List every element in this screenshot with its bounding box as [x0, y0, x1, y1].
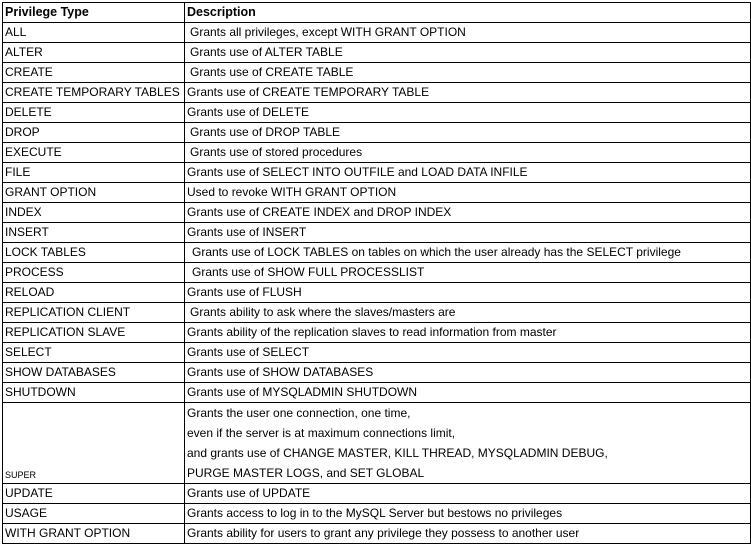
description-cell: Grants use of DELETE	[185, 103, 751, 123]
description-line: even if the server is at maximum connections limit,	[187, 426, 456, 440]
description-line: PURGE MASTER LOGS, and SET GLOBAL	[187, 466, 425, 480]
privilege-type-cell: CREATE TEMPORARY TABLES	[3, 83, 185, 103]
description-cell: Grants use of CREATE INDEX and DROP INDEX	[185, 203, 751, 223]
description-cell: Grants use of CREATE TEMPORARY TABLE	[185, 83, 751, 103]
privilege-type-cell: SELECT	[3, 343, 185, 363]
description-cell: Grants ability to ask where the slaves/masters are	[185, 303, 751, 323]
table-row	[3, 484, 751, 504]
table-row	[3, 163, 751, 183]
privilege-type-cell: SHUTDOWN	[3, 383, 185, 403]
privilege-type-cell: WITH GRANT OPTION	[3, 524, 185, 544]
privilege-type-cell: DELETE	[3, 103, 185, 123]
table-row	[3, 403, 751, 484]
privilege-type-cell: EXECUTE	[3, 143, 185, 163]
privilege-type-cell: USAGE	[3, 504, 185, 524]
description-cell: Grants use of CREATE TABLE	[185, 63, 751, 83]
table-row	[3, 524, 751, 544]
table-row	[3, 263, 751, 283]
table-row	[3, 83, 751, 103]
description-cell: Used to revoke WITH GRANT OPTION	[185, 183, 751, 203]
privilege-type-cell: FILE	[3, 163, 185, 183]
privilege-type-cell: UPDATE	[3, 484, 185, 504]
privilege-type-cell: ALTER	[3, 43, 185, 63]
privilege-type-cell: DROP	[3, 123, 185, 143]
table-row	[3, 123, 751, 143]
description-cell: Grants use of SELECT	[185, 343, 751, 363]
header-row	[3, 3, 751, 23]
column-header-privilege-type: Privilege Type	[3, 3, 185, 23]
description-cell: Grants use of INSERT	[185, 223, 751, 243]
description-cell: Grants access to log in to the MySQL Server but bestows no privileges	[185, 504, 751, 524]
description-cell: Grants use of SHOW DATABASES	[185, 363, 751, 383]
description-line: and grants use of CHANGE MASTER, KILL THREAD, MYSQLADMIN DEBUG,	[187, 446, 608, 460]
description-cell: Grants use of ALTER TABLE	[185, 43, 751, 63]
description-cell: Grants use of DROP TABLE	[185, 123, 751, 143]
privilege-type-cell: CREATE	[3, 63, 185, 83]
description-cell: Grants use of SHOW FULL PROCESSLIST	[185, 263, 751, 283]
table-row	[3, 23, 751, 43]
description-cell: Grants all privileges, except WITH GRANT OPTION	[185, 23, 751, 43]
table-row	[3, 343, 751, 363]
table-row	[3, 103, 751, 123]
description-cell: Grants ability for users to grant any privilege they possess to another user	[185, 524, 751, 544]
description-cell: Grants ability of the replication slaves to read information from master	[185, 323, 751, 343]
privilege-type-cell: INSERT	[3, 223, 185, 243]
privilege-type-cell: RELOAD	[3, 283, 185, 303]
privileges-table	[2, 2, 751, 544]
column-header-description: Description	[185, 3, 751, 23]
table-row	[3, 303, 751, 323]
privilege-type-cell: GRANT OPTION	[3, 183, 185, 203]
description-cell: Grants use of stored procedures	[185, 143, 751, 163]
privilege-type-cell: SHOW DATABASES	[3, 363, 185, 383]
privilege-type-cell: PROCESS	[3, 263, 185, 283]
table-row	[3, 43, 751, 63]
description-cell: Grants use of LOCK TABLES on tables on which the user already has the SELECT privilege	[185, 243, 751, 263]
table-row	[3, 143, 751, 163]
table-row	[3, 243, 751, 263]
privilege-type-cell: INDEX	[3, 203, 185, 223]
table-row	[3, 183, 751, 203]
privilege-type-cell: SUPER	[3, 403, 185, 484]
privilege-type-cell: ALL	[3, 23, 185, 43]
table-row	[3, 363, 751, 383]
privilege-type-cell: LOCK TABLES	[3, 243, 185, 263]
description-cell: Grants use of UPDATE	[185, 484, 751, 504]
description-cell: Grants use of FLUSH	[185, 283, 751, 303]
description-cell: Grants use of SELECT INTO OUTFILE and LOAD DATA INFILE	[185, 163, 751, 183]
table-row	[3, 323, 751, 343]
description-line: Grants the user one connection, one time,	[187, 406, 411, 420]
table-row	[3, 283, 751, 303]
privilege-type-cell: REPLICATION SLAVE	[3, 323, 185, 343]
table-row	[3, 223, 751, 243]
table-row	[3, 63, 751, 83]
table-row	[3, 504, 751, 524]
description-cell: Grants use of MYSQLADMIN SHUTDOWN	[185, 383, 751, 403]
privilege-type-cell: REPLICATION CLIENT	[3, 303, 185, 323]
table-row	[3, 203, 751, 223]
description-cell	[185, 403, 751, 484]
table-row	[3, 383, 751, 403]
